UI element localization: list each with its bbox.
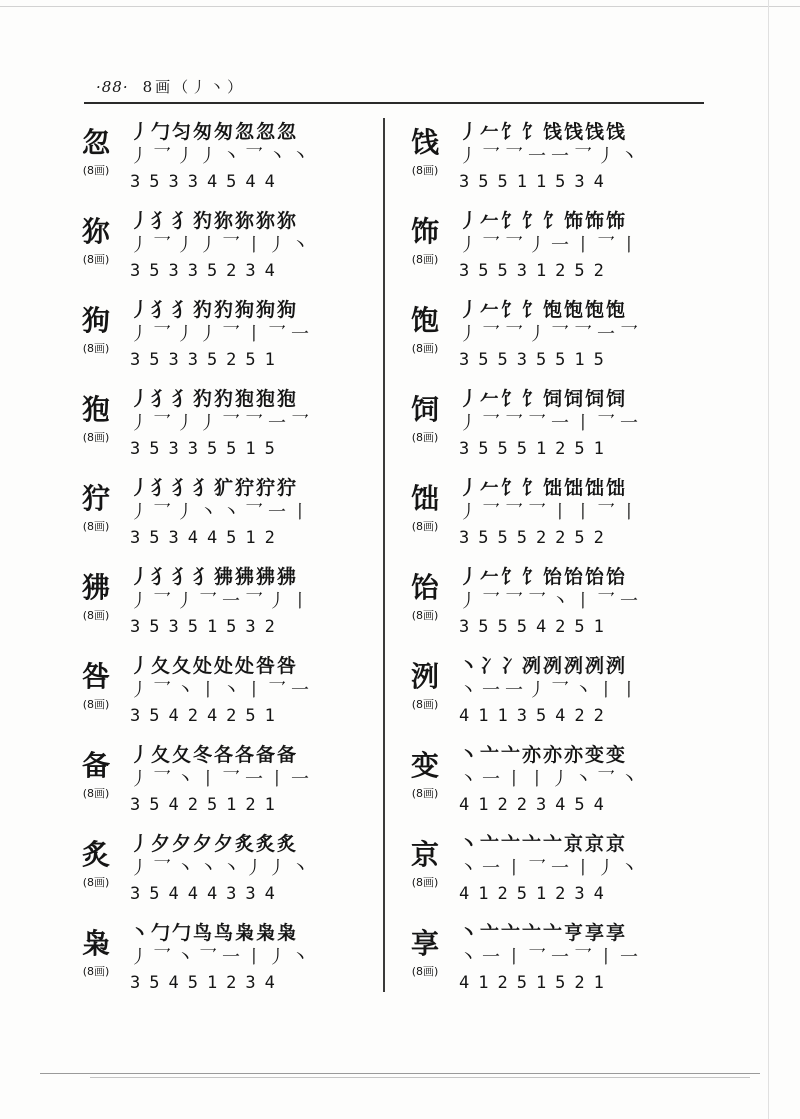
stroke-count: ( 8画 ) bbox=[72, 698, 120, 712]
stroke-sequence: 丿犭犭犳犳狍狍狍 bbox=[130, 388, 299, 410]
stroke-codes: 35531252 bbox=[459, 261, 613, 281]
stroke-sequence: 丿𠂉饣饣饣饰饰饰 bbox=[459, 210, 628, 232]
stroke-sequence: 丿犭犭犭狒狒狒狒 bbox=[130, 566, 299, 588]
stroke-shapes: 丿乛丶丨丶丨乛一 bbox=[130, 680, 314, 701]
stroke-codes: 35535515 bbox=[459, 350, 613, 370]
stroke-count: ( 8画 ) bbox=[72, 787, 120, 801]
stroke-codes: 35335251 bbox=[130, 350, 284, 370]
stroke-codes: 35424251 bbox=[130, 706, 284, 726]
scan-edge-top bbox=[0, 6, 800, 7]
entry-left-3 bbox=[78, 296, 368, 386]
page-header bbox=[96, 76, 245, 97]
entry-left-1 bbox=[78, 118, 368, 208]
entry-character: 枭 bbox=[81, 927, 110, 960]
stroke-shapes: 丶一一丿乛丶丨丨 bbox=[459, 680, 643, 701]
entry-character: 饰 bbox=[410, 215, 439, 248]
stroke-codes: 35351532 bbox=[130, 617, 284, 637]
section-title: 8画（丿丶） bbox=[142, 78, 246, 96]
stroke-shapes: 丿乛乛丿乛乛一乛 bbox=[459, 324, 643, 345]
entry-character: 洌 bbox=[410, 660, 439, 693]
stroke-count: ( 8画 ) bbox=[72, 965, 120, 979]
entry-left-5 bbox=[78, 474, 368, 564]
stroke-sequence: 丶亠亠亠亠亨享享 bbox=[459, 922, 628, 944]
header-rule bbox=[84, 102, 704, 104]
stroke-shapes: 丿乛乛乛一丨乛一 bbox=[459, 413, 643, 434]
stroke-shapes: 丿乛丿乛一乛丿丨 bbox=[130, 591, 314, 612]
stroke-count: ( 8画 ) bbox=[72, 342, 120, 356]
entry-character: 变 bbox=[410, 749, 439, 782]
stroke-codes: 35335234 bbox=[130, 261, 284, 281]
entry-character: 狞 bbox=[81, 482, 110, 515]
stroke-shapes: 丶一丨乛一乛丨一 bbox=[459, 947, 643, 968]
stroke-sequence: 丶亠亠亠亠京京京 bbox=[459, 833, 628, 855]
entry-character: 饴 bbox=[410, 571, 439, 604]
stroke-count: ( 8画 ) bbox=[72, 164, 120, 178]
entry-character: 饯 bbox=[410, 126, 439, 159]
stroke-codes: 41135422 bbox=[459, 706, 613, 726]
stroke-sequence: 丿犭犭犳犳狗狗狗 bbox=[130, 299, 299, 321]
entry-character: 咎 bbox=[81, 660, 110, 693]
entry-left-2 bbox=[78, 207, 368, 297]
entry-character: 饱 bbox=[410, 304, 439, 337]
entry-left-6 bbox=[78, 563, 368, 653]
entry-left-9 bbox=[78, 830, 368, 920]
stroke-codes: 35552252 bbox=[459, 528, 613, 548]
stroke-sequence: 丶勹勹鸟鸟枭枭枭 bbox=[130, 922, 299, 944]
stroke-sequence: 丿𠂉饣饣饲饲饲饲 bbox=[459, 388, 628, 410]
entry-character: 狍 bbox=[81, 393, 110, 426]
stroke-shapes: 丿乛乛乛丶丨乛一 bbox=[459, 591, 643, 612]
entry-right-8 bbox=[407, 741, 697, 831]
stroke-count: ( 8画 ) bbox=[401, 876, 449, 890]
stroke-sequence: 丶亠亠亦亦亦变变 bbox=[459, 744, 628, 766]
entry-right-6 bbox=[407, 563, 697, 653]
entry-character: 炙 bbox=[81, 838, 110, 871]
stroke-codes: 35335515 bbox=[130, 439, 284, 459]
stroke-shapes: 丿乛乛丿一丨乛丨 bbox=[459, 235, 643, 256]
stroke-count: ( 8画 ) bbox=[72, 520, 120, 534]
stroke-codes: 41251521 bbox=[459, 973, 613, 993]
column-divider bbox=[383, 118, 385, 992]
stroke-count: ( 8画 ) bbox=[72, 876, 120, 890]
stroke-shapes: 丿乛乛乛丨丨乛丨 bbox=[459, 502, 643, 523]
scan-edge-right bbox=[768, 0, 769, 1119]
entry-character: 享 bbox=[410, 927, 439, 960]
stroke-shapes: 丶一丨丨丿丶乛丶 bbox=[459, 769, 643, 790]
entry-right-9 bbox=[407, 830, 697, 920]
stroke-codes: 35334544 bbox=[130, 172, 284, 192]
entry-character: 饲 bbox=[410, 393, 439, 426]
entry-left-4 bbox=[78, 385, 368, 475]
stroke-shapes: 丶一丨乛一丨丿丶 bbox=[459, 858, 643, 879]
entry-right-5 bbox=[407, 474, 697, 564]
stroke-sequence: 丿夕夕夕夕炙炙炙 bbox=[130, 833, 299, 855]
scan-edge-bottom bbox=[40, 1073, 760, 1074]
stroke-count: ( 8画 ) bbox=[401, 787, 449, 801]
stroke-shapes: 丿乛丿丿乛丨乛一 bbox=[130, 324, 314, 345]
entry-character: 饳 bbox=[410, 482, 439, 515]
entry-right-10 bbox=[407, 919, 697, 1009]
stroke-shapes: 丿乛丿丿丶乛丶丶 bbox=[130, 146, 314, 167]
entry-right-2 bbox=[407, 207, 697, 297]
stroke-shapes: 丿乛丿丿乛乛一乛 bbox=[130, 413, 314, 434]
entry-left-7 bbox=[78, 652, 368, 742]
stroke-shapes: 丿乛丿丿乛丨丿丶 bbox=[130, 235, 314, 256]
stroke-count: ( 8画 ) bbox=[401, 698, 449, 712]
stroke-sequence: 丿𠂉饣饣饳饳饳饳 bbox=[459, 477, 628, 499]
stroke-count: ( 8画 ) bbox=[401, 253, 449, 267]
stroke-count: ( 8画 ) bbox=[72, 609, 120, 623]
entry-right-4 bbox=[407, 385, 697, 475]
stroke-count: ( 8画 ) bbox=[72, 253, 120, 267]
stroke-codes: 35451234 bbox=[130, 973, 284, 993]
entry-character: 狒 bbox=[81, 571, 110, 604]
stroke-shapes: 丿乛乛一一乛丿丶 bbox=[459, 146, 643, 167]
stroke-sequence: 丿夂夂冬各各备备 bbox=[130, 744, 299, 766]
stroke-count: ( 8画 ) bbox=[401, 609, 449, 623]
stroke-shapes: 丿乛丶丨乛一丨一 bbox=[130, 769, 314, 790]
stroke-shapes: 丿乛丿丶丶乛一丨 bbox=[130, 502, 314, 523]
entry-right-3 bbox=[407, 296, 697, 386]
stroke-count: ( 8画 ) bbox=[401, 965, 449, 979]
stroke-sequence: 丶冫冫冽冽冽冽洌 bbox=[459, 655, 628, 677]
stroke-codes: 41223454 bbox=[459, 795, 613, 815]
scan-edge-bottom-secondary bbox=[90, 1077, 750, 1078]
entry-character: 备 bbox=[81, 749, 110, 782]
entry-character: 狗 bbox=[81, 304, 110, 337]
stroke-codes: 35554251 bbox=[459, 617, 613, 637]
entry-left-10 bbox=[78, 919, 368, 1009]
stroke-codes: 35444334 bbox=[130, 884, 284, 904]
stroke-count: ( 8画 ) bbox=[401, 164, 449, 178]
stroke-sequence: 丿夂夂处处处咎咎 bbox=[130, 655, 299, 677]
entry-right-7 bbox=[407, 652, 697, 742]
entry-character: 忽 bbox=[81, 126, 110, 159]
stroke-sequence: 丿𠂉饣饣饱饱饱饱 bbox=[459, 299, 628, 321]
entry-character: 狝 bbox=[81, 215, 110, 248]
entry-character: 京 bbox=[410, 838, 439, 871]
stroke-codes: 35551251 bbox=[459, 439, 613, 459]
stroke-shapes: 丿乛丶乛一丨丿丶 bbox=[130, 947, 314, 968]
stroke-count: ( 8画 ) bbox=[401, 520, 449, 534]
entry-right-1 bbox=[407, 118, 697, 208]
stroke-sequence: 丿𠂉饣饣饯饯饯饯 bbox=[459, 121, 628, 143]
stroke-shapes: 丿乛丶丶丶丿丿丶 bbox=[130, 858, 314, 879]
stroke-sequence: 丿𠂉饣饣饴饴饴饴 bbox=[459, 566, 628, 588]
stroke-codes: 35344512 bbox=[130, 528, 284, 548]
entry-left-8 bbox=[78, 741, 368, 831]
stroke-codes: 35511534 bbox=[459, 172, 613, 192]
stroke-sequence: 丿犭犭犭犷狞狞狞 bbox=[130, 477, 299, 499]
page-number: ·88· bbox=[96, 78, 129, 96]
stroke-sequence: 丿犭犭犳狝狝狝狝 bbox=[130, 210, 299, 232]
stroke-count: ( 8画 ) bbox=[401, 431, 449, 445]
stroke-sequence: 丿勹匀匆匆忽忽忽 bbox=[130, 121, 299, 143]
stroke-codes: 35425121 bbox=[130, 795, 284, 815]
stroke-count: ( 8画 ) bbox=[72, 431, 120, 445]
stroke-count: ( 8画 ) bbox=[401, 342, 449, 356]
stroke-codes: 41251234 bbox=[459, 884, 613, 904]
